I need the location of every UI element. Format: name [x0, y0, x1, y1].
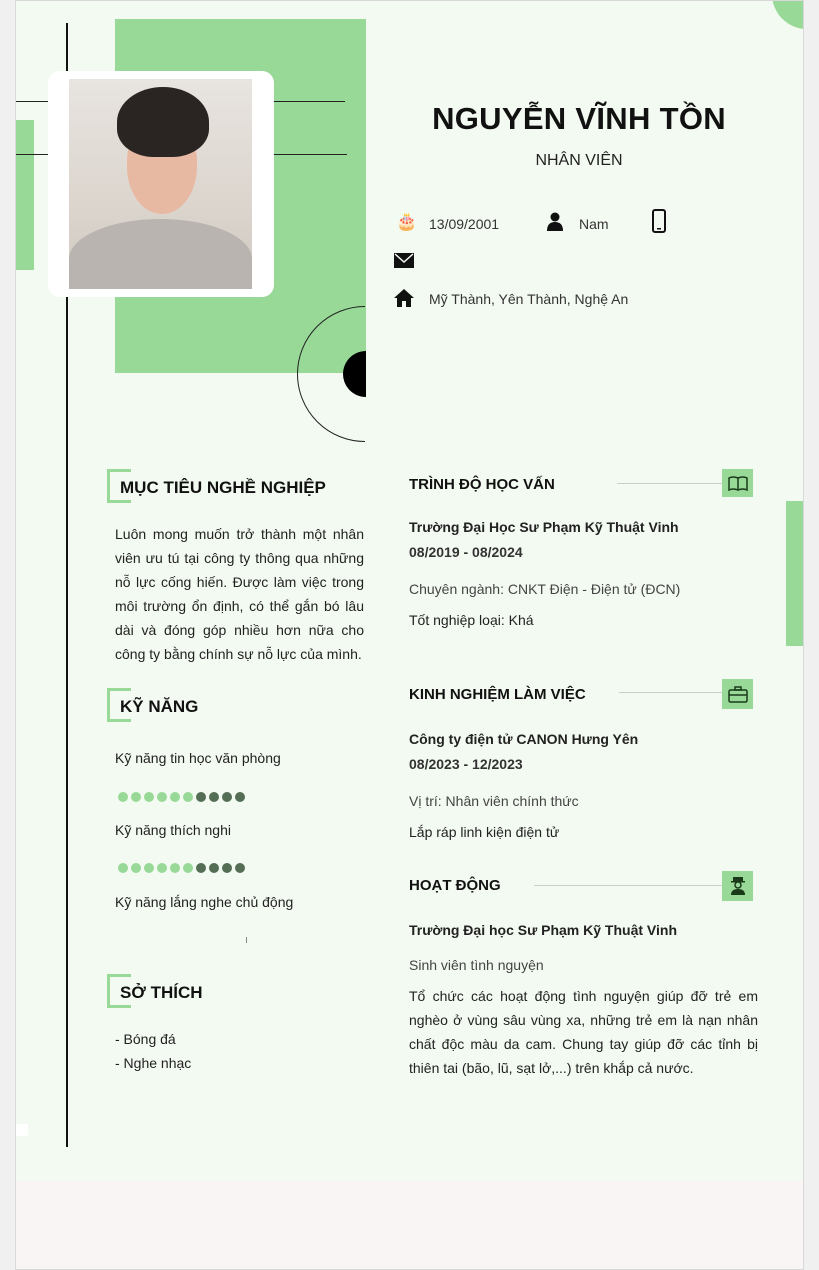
- skill-dot: [196, 863, 206, 873]
- skills-title: KỸ NĂNG: [120, 697, 199, 716]
- job-title: NHÂN VIÊN: [535, 152, 623, 169]
- skill-rating-dots: [118, 863, 245, 873]
- skill-rating-dots: [118, 792, 245, 802]
- skill-dot: [118, 792, 128, 802]
- photo-shirt: [69, 219, 252, 289]
- phone-icon: [652, 209, 666, 237]
- skill-dot: [222, 792, 232, 802]
- gender-value: Nam: [579, 216, 609, 232]
- birthday-cake-icon: 🎂: [396, 212, 418, 231]
- deco-circle-solid: [343, 351, 389, 397]
- small-white-square: [16, 1124, 28, 1136]
- photo-card: [48, 71, 274, 297]
- hobby-item: - Nghe nhạc: [115, 1055, 192, 1071]
- activities-text: Tổ chức các hoạt động tình nguyện giúp đỡ trẻ em nghèo ở vùng sâu vùng xa, những trẻ em là nạn nhân chất độc màu da cam. Chung tay giúp đỡ các tỉnh bị thiên tai (bão, lũ, sạt lở,...) trên khắp cả nước.: [409, 988, 758, 1076]
- education-grade: Tốt nghiệp loại: Khá: [409, 612, 534, 628]
- book-icon: [722, 469, 753, 497]
- skill-dot: [209, 792, 219, 802]
- experience-position: Vị trí: Nhân viên chính thức: [409, 793, 579, 809]
- skill-dot: [131, 863, 141, 873]
- skill-dot: [196, 792, 206, 802]
- experience-period: 08/2023 - 12/2023: [409, 756, 523, 772]
- education-title: TRÌNH ĐỘ HỌC VẤN: [409, 476, 555, 493]
- experience-title: KINH NGHIỆM LÀM VIỆC: [409, 686, 586, 703]
- skill-dot: [170, 792, 180, 802]
- education-divider: [617, 483, 723, 484]
- briefcase-icon: [722, 679, 753, 709]
- skill-dot: [209, 863, 219, 873]
- user-icon: [546, 212, 564, 236]
- corner-green-circle: [772, 1, 804, 29]
- skill-dot: [144, 863, 154, 873]
- objective-text: Luôn mong muốn trở thành một nhân viên ưu tú tại công ty thông qua những nỗ lực cống hiến. Được làm việc trong môi trường ổn định, có thể gắn bó lâu dài và đóng góp nhiều hơn nữa cho công ty bằng chính sự nỗ lực của mình.: [115, 526, 364, 662]
- skill-label: Kỹ năng thích nghi: [115, 822, 231, 838]
- skill-dot: [222, 863, 232, 873]
- profile-photo: [69, 79, 252, 289]
- skill-dot: [157, 792, 167, 802]
- skill-dot: [131, 792, 141, 802]
- objective-title: MỤC TIÊU NGHỀ NGHIỆP: [120, 478, 326, 497]
- activities-divider: [534, 885, 723, 886]
- cv-body: [16, 1, 804, 1181]
- hobby-item: - Bóng đá: [115, 1031, 176, 1047]
- left-green-strip: [16, 120, 34, 270]
- skill-dot: [183, 863, 193, 873]
- full-name: NGUYỄN VĨNH TỒN: [432, 101, 726, 136]
- experience-task: Lắp ráp linh kiện điện tử: [409, 824, 560, 840]
- skill-dot: [235, 863, 245, 873]
- skill-label: Kỹ năng lắng nghe chủ động: [115, 894, 294, 910]
- education-period: 08/2019 - 08/2024: [409, 544, 523, 560]
- skill-rating-placeholder: [246, 937, 247, 943]
- volunteer-icon: [722, 871, 753, 901]
- skill-dot: [235, 792, 245, 802]
- education-major: Chuyên ngành: CNKT Điện - Điện tử (ĐCN): [409, 581, 681, 597]
- education-school: Trường Đại Học Sư Phạm Kỹ Thuật Vinh: [409, 519, 679, 535]
- skill-dot: [144, 792, 154, 802]
- skill-label: Kỹ năng tin học văn phòng: [115, 750, 281, 766]
- home-icon: [394, 289, 414, 311]
- activities-org: Trường Đại học Sư Phạm Kỹ Thuật Vinh: [409, 922, 678, 938]
- photo-hair: [117, 87, 209, 157]
- skill-dot: [118, 863, 128, 873]
- experience-company: Công ty điện tử CANON Hưng Yên: [409, 731, 639, 747]
- experience-divider: [619, 692, 723, 693]
- activities-title: HOẠT ĐỘNG: [409, 877, 501, 894]
- hobbies-title: SỞ THÍCH: [120, 983, 203, 1002]
- skill-dot: [183, 792, 193, 802]
- envelope-icon: [394, 253, 414, 272]
- birthday-value: 13/09/2001: [429, 216, 500, 232]
- activities-role: Sinh viên tình nguyện: [409, 957, 544, 973]
- right-green-strip: [786, 501, 804, 646]
- skill-dot: [170, 863, 180, 873]
- cv-page: [15, 0, 804, 1270]
- address-value: Mỹ Thành, Yên Thành, Nghệ An: [429, 291, 629, 307]
- skill-dot: [157, 863, 167, 873]
